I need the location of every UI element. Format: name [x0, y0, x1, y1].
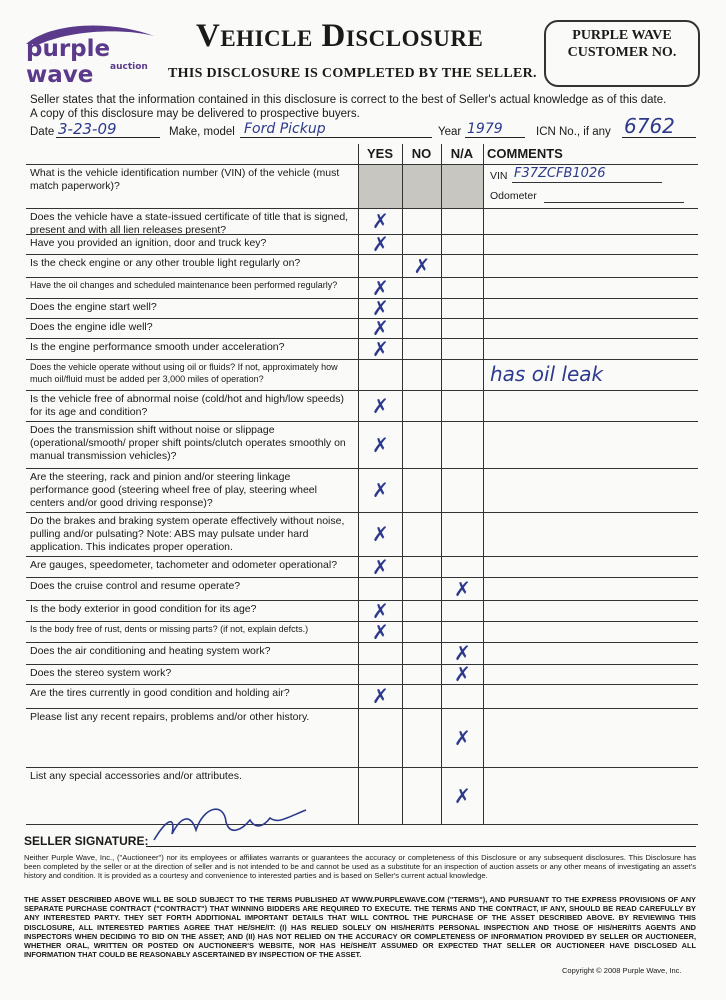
answer-cell-yes[interactable] [359, 165, 402, 208]
checkmark-icon: ✗ [372, 684, 389, 708]
logo-subtext: auction [110, 62, 148, 72]
question-text: Do the brakes and braking system operate effectively without noise, pulling and/or pulsating? Note: ABS may pulsate under hard application. This indicates proper operation. [30, 515, 345, 553]
comment-field[interactable] [484, 665, 698, 684]
answer-cell-yes[interactable] [359, 255, 402, 277]
answer-cell-na[interactable] [442, 255, 483, 277]
answer-cell-yes[interactable] [359, 336, 402, 361]
answer-cell-yes[interactable] [359, 316, 402, 340]
comment-field[interactable] [484, 513, 698, 556]
page-subtitle: THIS DISCLOSURE IS COMPLETED BY THE SELLER. [168, 66, 537, 81]
icn-value: 6762 [624, 114, 675, 138]
question-text: Does the vehicle have a state-issued certificate of title that is signed, present and with all lien releases present? [30, 211, 349, 236]
checkmark-icon: ✗ [372, 296, 389, 320]
comment-field[interactable] [484, 165, 698, 208]
question-text: What is the vehicle identification number (VIN) of the vehicle (must match paperwork)? [30, 167, 340, 192]
odometer-line [544, 202, 684, 203]
question-text: Are the steering, rack and pinion and/or steering linkage performance good (steering wheel free of play, steering wheel centers and/or good driving response)? [30, 471, 317, 509]
answer-cell-na[interactable] [442, 685, 483, 708]
comment-field[interactable] [484, 391, 698, 421]
checkmark-icon: ✗ [454, 576, 471, 601]
answer-cell-na[interactable] [442, 360, 483, 390]
answer-cell-yes[interactable] [359, 469, 402, 512]
comment-field[interactable] [484, 209, 698, 234]
answer-cell-na[interactable] [442, 422, 483, 468]
comment-field[interactable] [484, 601, 698, 621]
answer-cell-yes[interactable] [359, 578, 402, 600]
date-label: Date [30, 126, 55, 138]
checkmark-icon: ✗ [372, 432, 389, 457]
column-header-no: NO [411, 146, 432, 161]
question-text: Does the engine start well? [30, 301, 157, 313]
checkmark-icon: ✗ [372, 619, 389, 644]
answer-cell-na[interactable] [442, 513, 483, 556]
comment-field[interactable] [484, 422, 698, 468]
customer-number-box[interactable] [544, 20, 700, 87]
checkmark-icon: ✗ [372, 209, 389, 233]
answer-cell-no[interactable] [403, 235, 441, 254]
answer-cell-no[interactable] [403, 768, 441, 824]
answer-cell-no[interactable] [403, 578, 441, 600]
answer-cell-no[interactable] [403, 422, 441, 468]
checkmark-icon: ✗ [454, 641, 471, 665]
question-text: Are gauges, speedometer, tachometer and odometer operational? [30, 559, 338, 571]
question-text: Does the stereo system work? [30, 667, 172, 679]
column-header-na: N/A [450, 146, 474, 161]
checkmark-icon: ✗ [454, 783, 471, 808]
answer-cell-yes[interactable] [359, 391, 402, 421]
make-model-field[interactable] [240, 120, 432, 138]
column-divider [402, 144, 403, 824]
answer-cell-yes[interactable] [359, 360, 402, 390]
answer-cell-na[interactable] [442, 339, 483, 359]
handwritten-signature [146, 800, 316, 850]
answer-cell-no[interactable] [403, 360, 441, 390]
customer-box-line1: PURPLE WAVE [572, 28, 672, 43]
page-title: Vehicle Disclosure [196, 18, 484, 54]
odometer-label: Odometer [490, 190, 537, 202]
answer-cell-yes[interactable] [359, 275, 402, 300]
question-text: Is the engine performance smooth under acceleration? [30, 341, 285, 353]
answer-cell-yes[interactable] [359, 598, 402, 623]
icn-label: ICN No., if any [536, 126, 611, 138]
question-text: Does the engine idle well? [30, 321, 153, 333]
checkmark-icon: ✗ [454, 662, 471, 686]
answer-cell-na[interactable] [442, 165, 483, 208]
comment-field[interactable] [484, 235, 698, 254]
question-text: Have the oil changes and scheduled maintenance been performed regularly? [30, 280, 338, 290]
checkmark-icon: ✗ [372, 554, 389, 579]
answer-cell-na[interactable] [442, 557, 483, 577]
answer-cell-yes[interactable] [359, 768, 402, 824]
comment-field[interactable] [484, 299, 698, 318]
comment-field[interactable] [484, 360, 698, 390]
answer-cell-no[interactable] [403, 299, 441, 318]
answer-cell-no[interactable] [403, 469, 441, 512]
question-text: Is the body exterior in good condition for its age? [30, 603, 257, 615]
answer-cell-yes[interactable] [359, 685, 402, 708]
answer-cell-no[interactable] [403, 165, 441, 208]
checkmark-icon: ✗ [454, 725, 471, 750]
copyright: Copyright © 2008 Purple Wave, Inc. [562, 966, 682, 975]
answer-cell-no[interactable] [403, 209, 441, 234]
question-text: Does the cruise control and resume operate? [30, 580, 241, 592]
answer-cell-na[interactable] [442, 768, 483, 824]
comment-text: has oil leak [490, 362, 604, 386]
answer-cell-no[interactable] [403, 665, 441, 684]
answer-cell-no[interactable] [403, 601, 441, 621]
customer-box-line2: CUSTOMER NO. [567, 45, 677, 60]
question-text: Does the vehicle operate without using oil or fluids? If not, approximately how much oil/fluid must be added per 3,000 miles of operation? [30, 362, 338, 384]
comment-field[interactable] [484, 469, 698, 512]
question-text: Are the tires currently in good condition and holding air? [30, 687, 290, 699]
checkmark-icon: ✗ [372, 478, 389, 502]
question-text: Does the air conditioning and heating system work? [30, 645, 271, 657]
comment-field[interactable] [484, 319, 698, 338]
make-model-label: Make, model [169, 126, 235, 138]
column-divider [483, 144, 484, 824]
answer-cell-na[interactable] [442, 578, 483, 600]
legal-terms: THE ASSET DESCRIBED ABOVE WILL BE SOLD SUBJECT TO THE TERMS PUBLISHED AT WWW.PURPLEWAVE.COM ("TERMS"), AND PURSUANT TO THE EXPRESS PROVISIONS OF ANY SEPARATE PURCHASE CONTRACT ("CONTRACT") THAT WINNING BIDDERS ARE REQUIRED TO EXECUTE. THE TERMS AND THE CONTRACT, IF ANY, SHOULD BE READ CAREFULLY BY ANY INTERESTED PARTY. THEY SET FORTH ADDITIONAL IMPORTANT DETAILS THAT WILL CONTROL THE PURCHASE OF THE ASSET DESCRIBED ABOVE. BY REVIEWING THIS DISCLOSURE, ALL INTERESTED PARTIES AGREE THAT HE/SHE/IT: (I) HAS RELIED SOLELY ON HIS/HER/ITS PERSONAL INSPECTION AND THOSE OF HIS/HER/ITS AGENTS AND INSPECTORS WHEN DECIDING TO BID ON THE ASSET; AND (II) HAS NOT RELIED ON THE ACCURACY OR COMPLETENESS OF INFORMATION PROVIDED BY SELLER OR AUCTIONEER, WHETHER ORAL, WRITTEN OR POSTED ON AUCTIONEER'S WEBSITE, NOR HAS HE/SHE/IT ASSUMED OR EXPECTED THAT SELLER OR AUCTIONEER HAVE DISCLOSED ALL INFORMATION THAT COULD BE REASONABLY ASCERTAINED BY INSPECTION OF THE ASSET. [24, 895, 696, 960]
year-field[interactable] [465, 120, 525, 138]
answer-cell-yes[interactable] [359, 554, 402, 579]
question-text: Is the vehicle free of abnormal noise (cold/hot and high/low speeds) for its age and condition? [30, 393, 345, 418]
checkmark-icon: ✗ [413, 253, 431, 278]
question-text: Have you provided an ignition, door and truck key? [30, 237, 267, 249]
answer-cell-na[interactable] [442, 391, 483, 421]
answer-cell-na[interactable] [442, 319, 483, 338]
intro-line-2: A copy of this disclosure may be delivered to prospective buyers. [30, 108, 360, 120]
row-divider [26, 824, 698, 825]
column-divider [358, 144, 359, 824]
logo-wordmark: purple wave [26, 36, 111, 88]
answer-cell-na[interactable] [442, 235, 483, 254]
question-text: List any special accessories and/or attributes. [30, 770, 242, 782]
answer-cell-no[interactable] [403, 278, 441, 298]
question-text: Is the check engine or any other trouble light regularly on? [30, 257, 301, 269]
comment-field[interactable] [484, 255, 698, 277]
checkmark-icon: ✗ [372, 316, 389, 340]
answer-cell-na[interactable] [442, 709, 483, 767]
answer-cell-yes[interactable] [359, 665, 402, 684]
intro-text [30, 93, 710, 121]
question-text: Does the transmission shift without noise or slippage (operational/smooth/ proper shift points/clutch operates smoothly on manual transmission vehicles)? [30, 424, 346, 462]
question-text: Please list any recent repairs, problems and/or other history. [30, 711, 310, 723]
answer-cell-yes[interactable] [359, 209, 402, 234]
answer-cell-yes[interactable] [359, 643, 402, 664]
answer-cell-no[interactable] [403, 557, 441, 577]
answer-cell-no[interactable] [403, 255, 441, 277]
vin-line [512, 182, 662, 183]
answer-cell-no[interactable] [403, 513, 441, 556]
column-header-comments: COMMENTS [487, 146, 563, 161]
answer-cell-no[interactable] [403, 643, 441, 664]
comment-field[interactable] [484, 685, 698, 708]
answer-cell-na[interactable] [442, 662, 483, 686]
comment-field[interactable] [484, 643, 698, 664]
answer-cell-na[interactable] [442, 469, 483, 512]
answer-cell-no[interactable] [403, 391, 441, 421]
comment-field[interactable] [484, 339, 698, 359]
answer-cell-na[interactable] [442, 209, 483, 234]
answer-cell-no[interactable] [403, 319, 441, 338]
answer-cell-no[interactable] [403, 685, 441, 708]
answer-cell-yes[interactable] [359, 619, 402, 644]
answer-cell-yes[interactable] [359, 232, 402, 256]
comment-field[interactable] [484, 557, 698, 577]
answer-cell-na[interactable] [442, 643, 483, 664]
date-field[interactable] [56, 120, 160, 138]
comment-field[interactable] [484, 768, 698, 824]
checkmark-icon: ✗ [372, 598, 389, 623]
column-divider [441, 144, 442, 824]
answer-cell-yes[interactable] [359, 709, 402, 767]
year-label: Year [438, 126, 462, 138]
intro-line-1: Seller states that the information contained in this disclosure is correct to the best of Seller's actual knowledge as of this date. [30, 94, 667, 106]
disclaimer-text: Neither Purple Wave, Inc., ("Auctioneer") nor its employees or affiliates warrants or guarantees the accuracy or completeness of this Disclosure or any subsequent disclosures. This Disclosure has been completed by the seller or at the direction of seller and is not intended to be and cannot be used as a substitute for an inspection of auction assets or any other means of investigating an asset's history and condition. It is provided as a courtesy and convenience to interested parties and is based on Seller's current actual knowledge. [24, 853, 696, 880]
answer-cell-na[interactable] [442, 278, 483, 298]
answer-cell-na[interactable] [442, 601, 483, 621]
comment-field[interactable] [484, 709, 698, 767]
answer-cell-na[interactable] [442, 622, 483, 642]
answer-cell-yes[interactable] [359, 422, 402, 468]
icn-field[interactable] [622, 114, 696, 138]
year-value: 1979 [467, 121, 503, 137]
answer-cell-no[interactable] [403, 709, 441, 767]
answer-cell-yes[interactable] [359, 513, 402, 556]
question-text: Is the body free of rust, dents or missing parts? (if not, explain defcts.) [30, 624, 309, 634]
make-model-value: Ford Pickup [244, 121, 326, 137]
checkmark-icon: ✗ [372, 275, 389, 300]
answer-cell-no[interactable] [403, 339, 441, 359]
comment-field[interactable] [484, 578, 698, 600]
vin-value: F37ZCFB1026 [514, 166, 606, 181]
answer-cell-na[interactable] [442, 299, 483, 318]
checkmark-icon: ✗ [372, 393, 389, 418]
disclosure-table [26, 144, 698, 828]
checkmark-icon: ✗ [372, 336, 389, 361]
checkmark-icon: ✗ [372, 522, 389, 546]
answer-cell-no[interactable] [403, 622, 441, 642]
checkmark-icon: ✗ [372, 232, 389, 256]
logo [22, 22, 162, 88]
comment-field[interactable] [484, 278, 698, 298]
comment-field[interactable] [484, 622, 698, 642]
signature-label: SELLER SIGNATURE: [24, 834, 149, 848]
vin-label: VIN [490, 170, 508, 182]
column-header-yes: YES [366, 146, 393, 161]
date-value: 3-23-09 [58, 120, 117, 138]
